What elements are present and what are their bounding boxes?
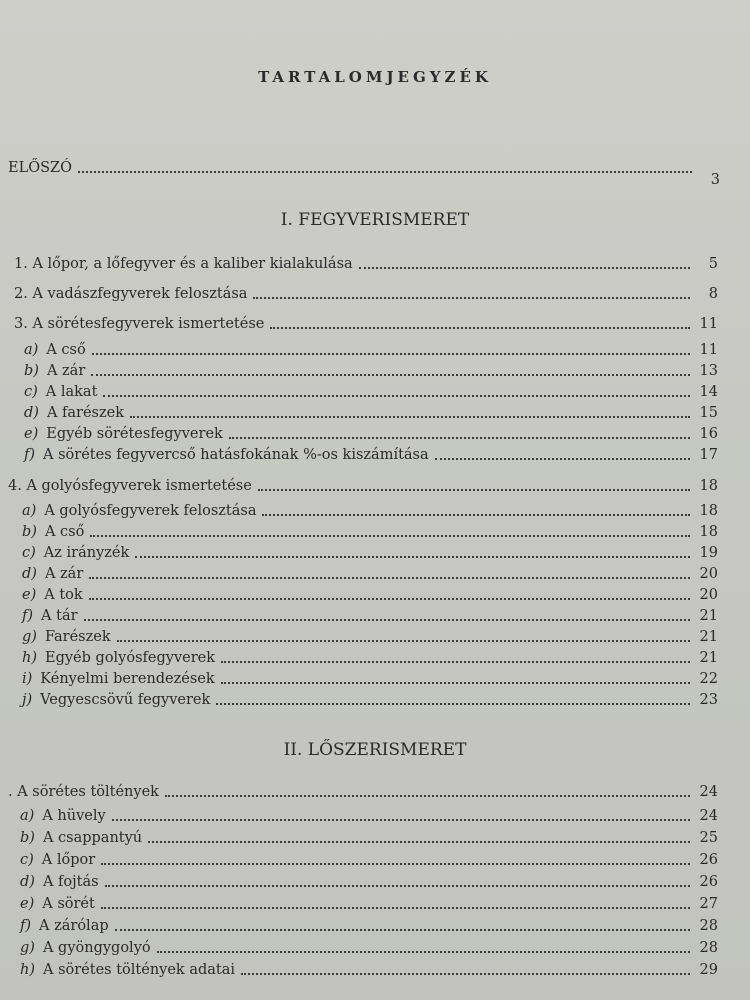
toc-entry <box>20 852 718 868</box>
entry-text: 3. A sörétesfegyverek ismertetése <box>14 316 265 332</box>
section-title-2: II. LŐSZERISMERET <box>283 740 467 760</box>
entry-label: c) <box>20 852 34 868</box>
entry-text: A zárólap <box>39 918 109 934</box>
entry-page: 26 <box>699 874 718 890</box>
toc-entry <box>22 524 718 540</box>
toc-entry <box>6 316 718 332</box>
entry-label: g) <box>20 940 35 956</box>
toc-preface <box>8 160 720 188</box>
entry-page: 24 <box>699 784 718 800</box>
leader-dots <box>103 395 690 397</box>
toc-entry <box>22 671 718 687</box>
leader-dots <box>241 973 690 975</box>
toc-entry <box>22 566 718 582</box>
entry-text: A fojtás <box>42 874 99 890</box>
entry-label: a) <box>22 503 37 519</box>
leader-dots <box>165 795 690 797</box>
leader-dots <box>117 640 690 642</box>
leader-dots <box>229 437 690 439</box>
entry-text: Egyéb sörétesfegyverek <box>46 426 223 442</box>
entry-text: A hüvely <box>42 808 106 824</box>
toc-preface-text: ELŐSZÓ <box>8 160 72 176</box>
toc-entry <box>20 808 718 824</box>
entry-page: 21 <box>699 608 718 624</box>
entry-page: 15 <box>699 405 718 421</box>
entry-label: i) <box>22 671 33 687</box>
entry-text: A lakat <box>45 384 98 400</box>
entry-text: Vegyescsövű fegyverek <box>40 692 211 708</box>
entry-page: 11 <box>699 316 718 332</box>
toc-entry <box>22 629 718 645</box>
leader-dots <box>262 514 690 516</box>
entry-page: 20 <box>699 566 718 582</box>
entry-label: e) <box>22 587 37 603</box>
leader-dots <box>148 841 690 843</box>
toc-entry <box>22 503 718 519</box>
entry-page: 22 <box>699 671 718 687</box>
entry-page: 25 <box>699 830 718 846</box>
toc-entry <box>6 286 718 302</box>
entry-page: 18 <box>699 478 718 494</box>
leader-dots <box>112 819 690 821</box>
entry-label: h) <box>20 962 35 978</box>
entry-text: A tár <box>41 608 78 624</box>
leader-dots <box>90 535 690 537</box>
entry-text: Az irányzék <box>43 545 130 561</box>
toc-entry <box>0 784 718 800</box>
entry-label: a) <box>20 808 35 824</box>
leader-dots <box>101 907 690 909</box>
leader-dots <box>89 598 690 600</box>
entry-page: 11 <box>699 342 718 358</box>
toc-entry <box>22 587 718 603</box>
entry-text: 2. A vadászfegyverek felosztása <box>14 286 248 302</box>
toc-entry <box>22 692 718 708</box>
toc-entry <box>20 962 718 978</box>
leader-dots <box>157 951 690 953</box>
entry-label: a) <box>24 342 39 358</box>
entry-page: 21 <box>699 650 718 666</box>
entry-page: 18 <box>699 503 718 519</box>
entry-page: 13 <box>699 363 718 379</box>
entry-label: e) <box>24 426 39 442</box>
leader-dots <box>221 682 690 684</box>
entry-label: d) <box>24 405 39 421</box>
entry-label: b) <box>22 524 37 540</box>
leader-dots <box>130 416 690 418</box>
entry-text: A csappantyú <box>42 830 143 846</box>
leader-dots <box>91 374 690 376</box>
entry-label: h) <box>22 650 37 666</box>
entry-page: 20 <box>699 587 718 603</box>
entry-text: A tok <box>44 587 83 603</box>
entry-label: d) <box>20 874 35 890</box>
entry-page: 17 <box>699 447 718 463</box>
entry-label: e) <box>20 896 35 912</box>
section-title-1: I. FEGYVERISMERET <box>280 210 470 230</box>
entry-label: f) <box>22 608 34 624</box>
entry-page: 29 <box>699 962 718 978</box>
entry-page: 5 <box>708 256 718 272</box>
entry-label: g) <box>22 629 37 645</box>
toc-preface-page: 3 <box>710 172 720 188</box>
entry-text: . A sörétes töltények <box>8 784 159 800</box>
leader-dots <box>105 885 690 887</box>
leader-dots <box>78 171 692 173</box>
toc-entry <box>24 363 718 379</box>
leader-dots <box>89 577 690 579</box>
toc-entry <box>22 545 718 561</box>
entry-label: b) <box>20 830 35 846</box>
toc-entry <box>0 478 718 494</box>
entry-text: Kényelmi berendezések <box>40 671 215 687</box>
entry-label: d) <box>22 566 37 582</box>
entry-text: A lőpor <box>41 852 96 868</box>
entry-label: c) <box>22 545 36 561</box>
toc-entry <box>22 608 718 624</box>
toc-entry <box>24 342 718 358</box>
entry-page: 14 <box>699 384 718 400</box>
entry-text: 4. A golyósfegyverek ismertetése <box>8 478 252 494</box>
entry-text: 1. A lőpor, a lőfegyver és a kaliber kialakulása <box>14 256 353 272</box>
leader-dots <box>92 353 690 355</box>
entry-text: A sörét <box>42 896 95 912</box>
leader-dots <box>435 458 690 460</box>
leader-dots <box>115 929 690 931</box>
entry-text: A sörétes töltények adatai <box>43 962 236 978</box>
entry-text: A cső <box>46 342 86 358</box>
entry-text: A cső <box>44 524 85 540</box>
entry-text: A gyöngygolyó <box>42 940 151 956</box>
toc-entry <box>20 940 718 956</box>
leader-dots <box>84 619 690 621</box>
leader-dots <box>253 297 690 299</box>
entry-text: Farészek <box>44 629 111 645</box>
toc-entry <box>6 256 718 272</box>
leader-dots <box>101 863 690 865</box>
toc-entry <box>20 918 718 934</box>
toc-entry <box>24 405 718 421</box>
entry-page: 8 <box>708 286 718 302</box>
toc-entry <box>20 830 718 846</box>
entry-text: A zár <box>44 566 84 582</box>
entry-page: 28 <box>699 940 718 956</box>
leader-dots <box>270 327 690 329</box>
leader-dots <box>258 489 690 491</box>
entry-page: 16 <box>699 426 718 442</box>
toc-entry <box>24 384 718 400</box>
toc-entry <box>20 896 718 912</box>
entry-label: f) <box>20 918 32 934</box>
entry-label: b) <box>24 363 39 379</box>
toc-entry <box>22 650 718 666</box>
entry-page: 28 <box>699 918 718 934</box>
entry-page: 21 <box>699 629 718 645</box>
entry-page: 26 <box>699 852 718 868</box>
toc-entry <box>24 447 718 463</box>
leader-dots <box>359 267 690 269</box>
entry-text: Egyéb golyósfegyverek <box>45 650 216 666</box>
entry-label: f) <box>24 447 36 463</box>
leader-dots <box>221 661 690 663</box>
leader-dots <box>216 703 690 705</box>
toc-entry <box>20 874 718 890</box>
entry-text: A farészek <box>46 405 125 421</box>
entry-text: A zár <box>46 363 86 379</box>
page-title: TARTALOMJEGYZÉK <box>258 68 492 86</box>
leader-dots <box>135 556 690 558</box>
entry-page: 18 <box>699 524 718 540</box>
entry-page: 23 <box>699 692 718 708</box>
toc-entry <box>24 426 718 442</box>
entry-page: 27 <box>699 896 718 912</box>
entry-page: 19 <box>699 545 718 561</box>
entry-text: A golyósfegyverek felosztása <box>44 503 257 519</box>
entry-label: j) <box>22 692 33 708</box>
entry-page: 24 <box>699 808 718 824</box>
entry-label: c) <box>24 384 38 400</box>
entry-text: A sörétes fegyvercső hatásfokának %-os kiszámítása <box>43 447 429 463</box>
